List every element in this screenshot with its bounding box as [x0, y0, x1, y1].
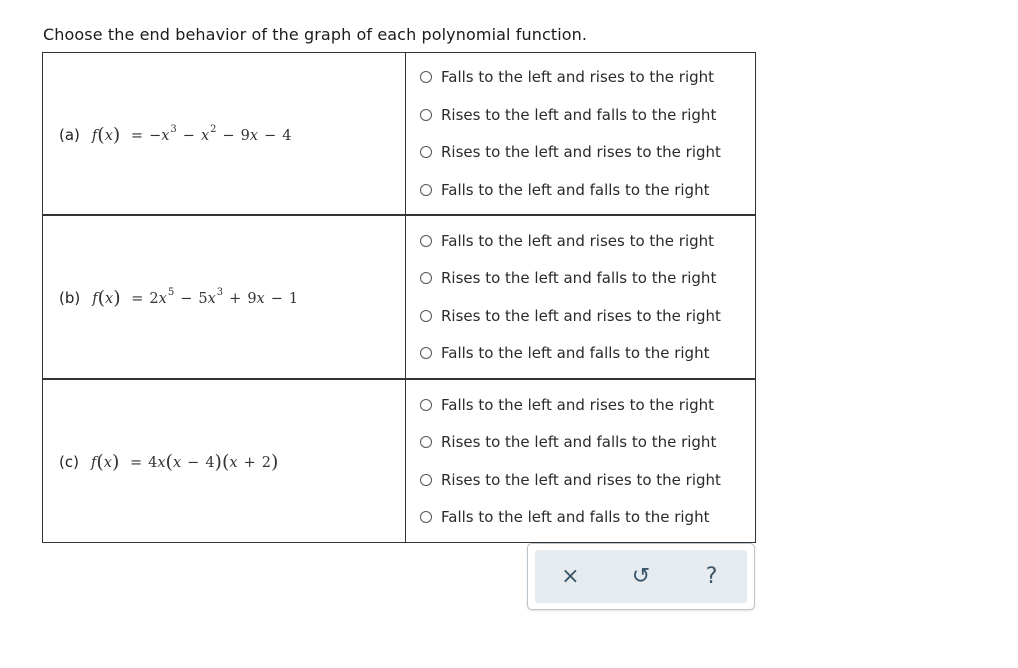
radio-button[interactable] [420, 235, 432, 247]
function-expression-a: $f(x) = -x^3 - x^2 - 9x - 4$ [91, 123, 292, 146]
question-row-b [43, 215, 756, 379]
option-c-1[interactable]: Falls to the left and rises to the right [420, 386, 755, 424]
option-c-4[interactable]: Falls to the left and falls to the right [420, 499, 755, 537]
function-c [43, 450, 405, 472]
question-row-c [43, 379, 756, 543]
radio-button[interactable] [420, 146, 432, 158]
question-row-a [43, 53, 756, 216]
answer-toolbar [527, 543, 755, 610]
question-label-c: (c) [59, 453, 79, 471]
function-cell-c [43, 379, 406, 543]
undo-button[interactable] [616, 555, 666, 599]
options-cell-c [406, 379, 756, 543]
radio-button[interactable] [420, 399, 432, 411]
question-table [42, 52, 756, 543]
help-button[interactable] [687, 555, 737, 599]
option-a-3[interactable]: Rises to the left and rises to the right [420, 134, 755, 172]
radio-button[interactable] [420, 347, 432, 359]
radio-button[interactable] [420, 71, 432, 83]
options-cell-b [406, 215, 756, 379]
option-c-3[interactable]: Rises to the left and rises to the right [420, 461, 755, 499]
question-label-b: (b) [59, 289, 81, 307]
radio-button[interactable] [420, 272, 432, 284]
radio-button[interactable] [420, 184, 432, 196]
function-cell-b [43, 215, 406, 379]
radio-button[interactable] [420, 436, 432, 448]
radio-button[interactable] [420, 310, 432, 322]
question-label-a: (a) [59, 125, 80, 144]
function-cell-a [43, 53, 406, 216]
option-b-3[interactable]: Rises to the left and rises to the right [420, 297, 755, 335]
option-b-2[interactable]: Rises to the left and falls to the right [420, 260, 755, 298]
options-cell-a [406, 53, 756, 216]
clear-button[interactable] [545, 555, 595, 599]
function-a [43, 123, 405, 145]
option-a-1[interactable]: Falls to the left and rises to the right [420, 59, 755, 97]
toolbar-inner [535, 550, 747, 603]
function-b [43, 286, 405, 308]
instruction-text: Choose the end behavior of the graph of each polynomial function. [43, 25, 588, 44]
option-a-4[interactable]: Falls to the left and falls to the right [420, 171, 755, 209]
function-expression-c: f(x) = 4x(x − 4)(x + 2) [90, 451, 279, 473]
option-b-1[interactable]: Falls to the left and rises to the right [420, 222, 755, 260]
close-icon: × [561, 564, 580, 589]
undo-icon: ↺ [631, 564, 651, 589]
function-expression-b: $f(x) = 2x^5 - 5x^3 + 9x - 1$ [92, 287, 299, 309]
radio-button[interactable] [420, 511, 432, 523]
help-icon: ? [705, 564, 718, 589]
option-b-4[interactable]: Falls to the left and falls to the right [420, 335, 755, 373]
option-a-2[interactable]: Rises to the left and falls to the right [420, 96, 755, 134]
option-c-2[interactable]: Rises to the left and falls to the right [420, 424, 755, 462]
radio-button[interactable] [420, 474, 432, 486]
radio-button[interactable] [420, 109, 432, 121]
